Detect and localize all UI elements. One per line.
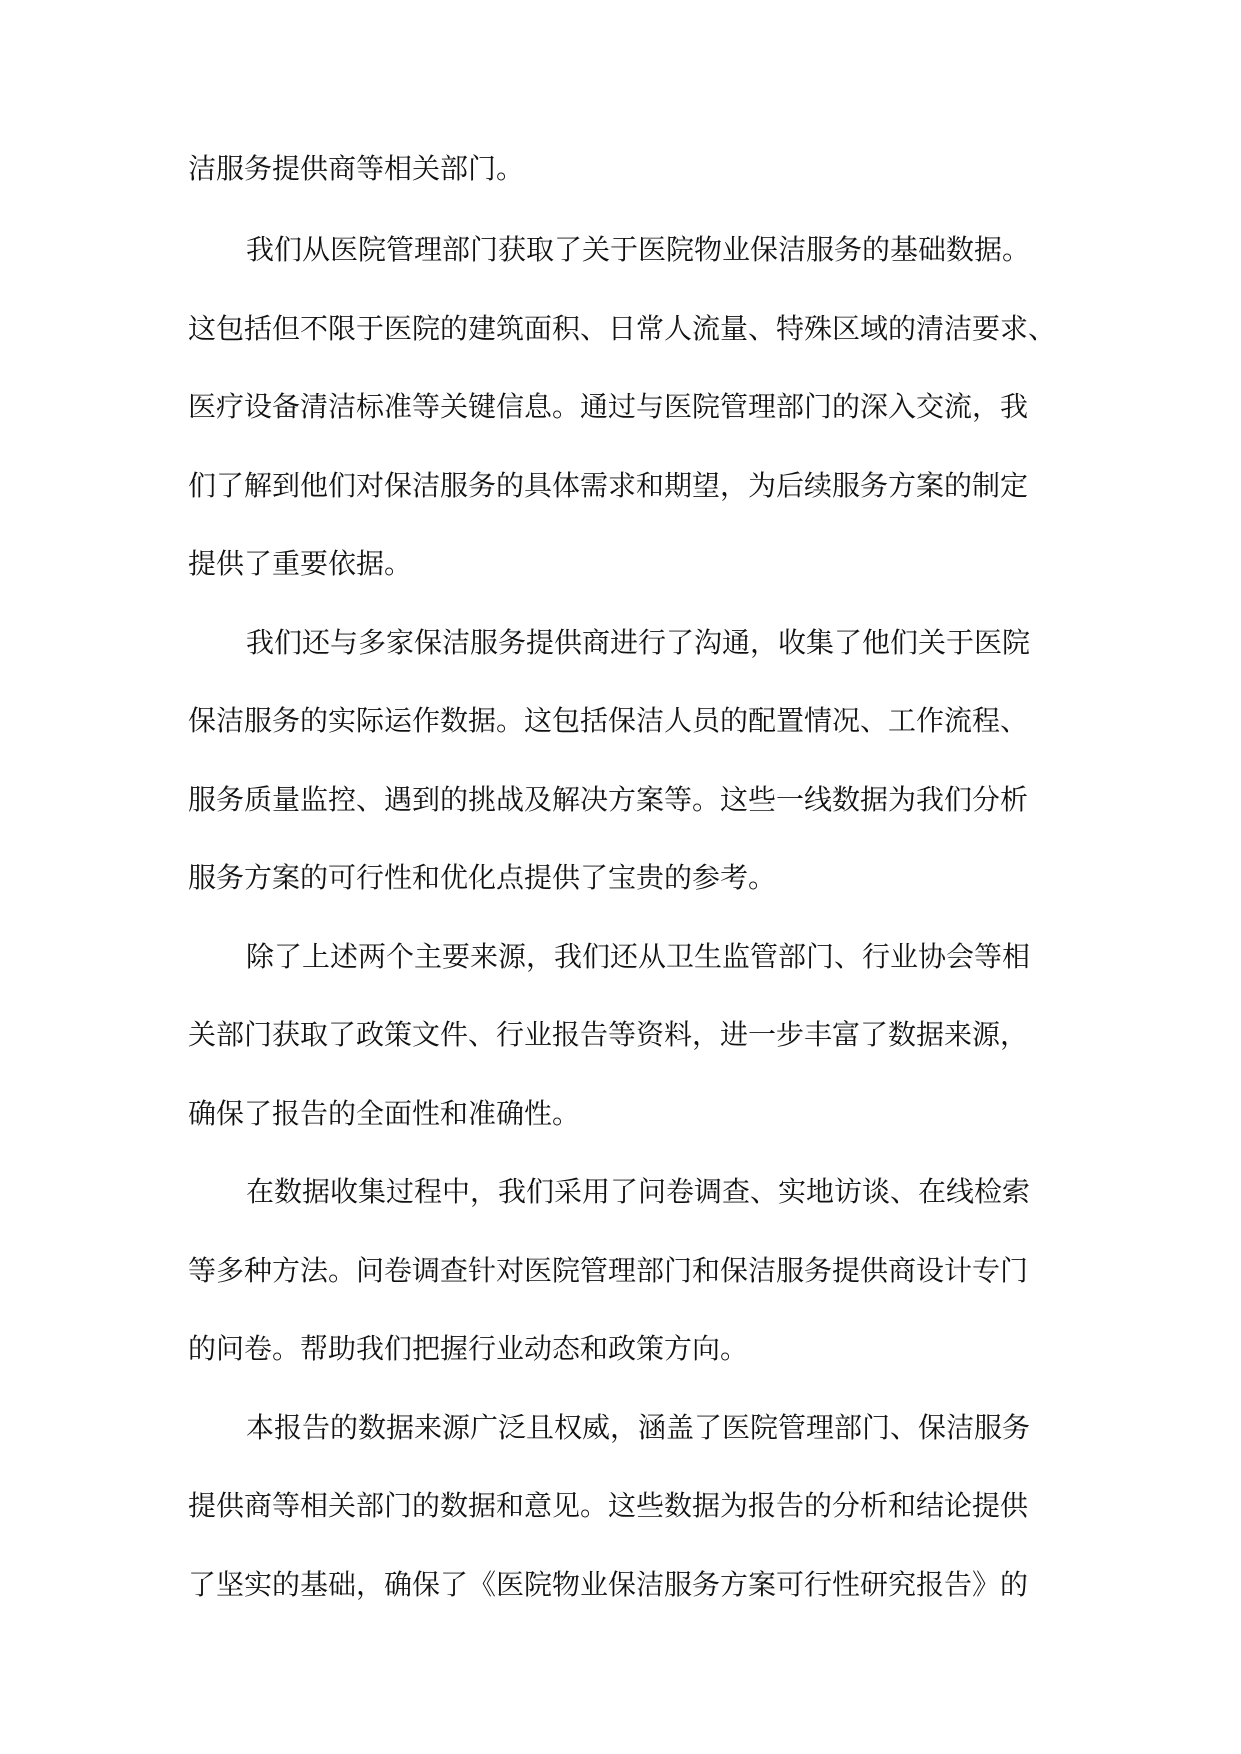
- paragraph-4-line-2: 等多种方法。问卷调查针对医院管理部门和保洁服务提供商设计专门: [188, 1254, 1029, 1287]
- paragraph-5-line-1: 本报告的数据来源广泛且权威，涵盖了医院管理部门、保洁服务: [246, 1411, 1031, 1444]
- paragraph-4-line-3: 的问卷。帮助我们把握行业动态和政策方向。: [188, 1332, 749, 1365]
- paragraph-2-line-2: 保洁服务的实际运作数据。这包括保洁人员的配置情况、工作流程、: [188, 704, 1029, 737]
- paragraph-1-line-3: 医疗设备清洁标准等关键信息。通过与医院管理部门的深入交流，我: [188, 390, 1029, 423]
- paragraph-3-line-2: 关部门获取了政策文件、行业报告等资料，进一步丰富了数据来源，: [188, 1018, 1029, 1051]
- paragraph-1-line-4: 们了解到他们对保洁服务的具体需求和期望，为后续服务方案的制定: [188, 469, 1029, 502]
- paragraph-4-line-1: 在数据收集过程中，我们采用了问卷调查、实地访谈、在线检索: [246, 1175, 1031, 1208]
- paragraph-3-line-1: 除了上述两个主要来源，我们还从卫生监管部门、行业协会等相: [246, 940, 1031, 973]
- paragraph-5-line-2: 提供商等相关部门的数据和意见。这些数据为报告的分析和结论提供: [188, 1489, 1029, 1522]
- paragraph-3-line-3: 确保了报告的全面性和准确性。: [188, 1097, 581, 1130]
- paragraph-1-line-1: 我们从医院管理部门获取了关于医院物业保洁服务的基础数据。: [246, 233, 1031, 266]
- paragraph-2-line-3: 服务质量监控、遇到的挑战及解决方案等。这些一线数据为我们分析: [188, 783, 1029, 816]
- paragraph-1-line-2: 这包括但不限于医院的建筑面积、日常人流量、特殊区域的清洁要求、: [188, 312, 1057, 345]
- paragraph-1-line-5: 提供了重要依据。: [188, 547, 413, 580]
- text-line-1: 洁服务提供商等相关部门。: [188, 152, 525, 185]
- paragraph-5-line-3: 了坚实的基础，确保了《医院物业保洁服务方案可行性研究报告》的: [188, 1568, 1029, 1601]
- paragraph-2-line-4: 服务方案的可行性和优化点提供了宝贵的参考。: [188, 861, 777, 894]
- paragraph-2-line-1: 我们还与多家保洁服务提供商进行了沟通，收集了他们关于医院: [246, 626, 1031, 659]
